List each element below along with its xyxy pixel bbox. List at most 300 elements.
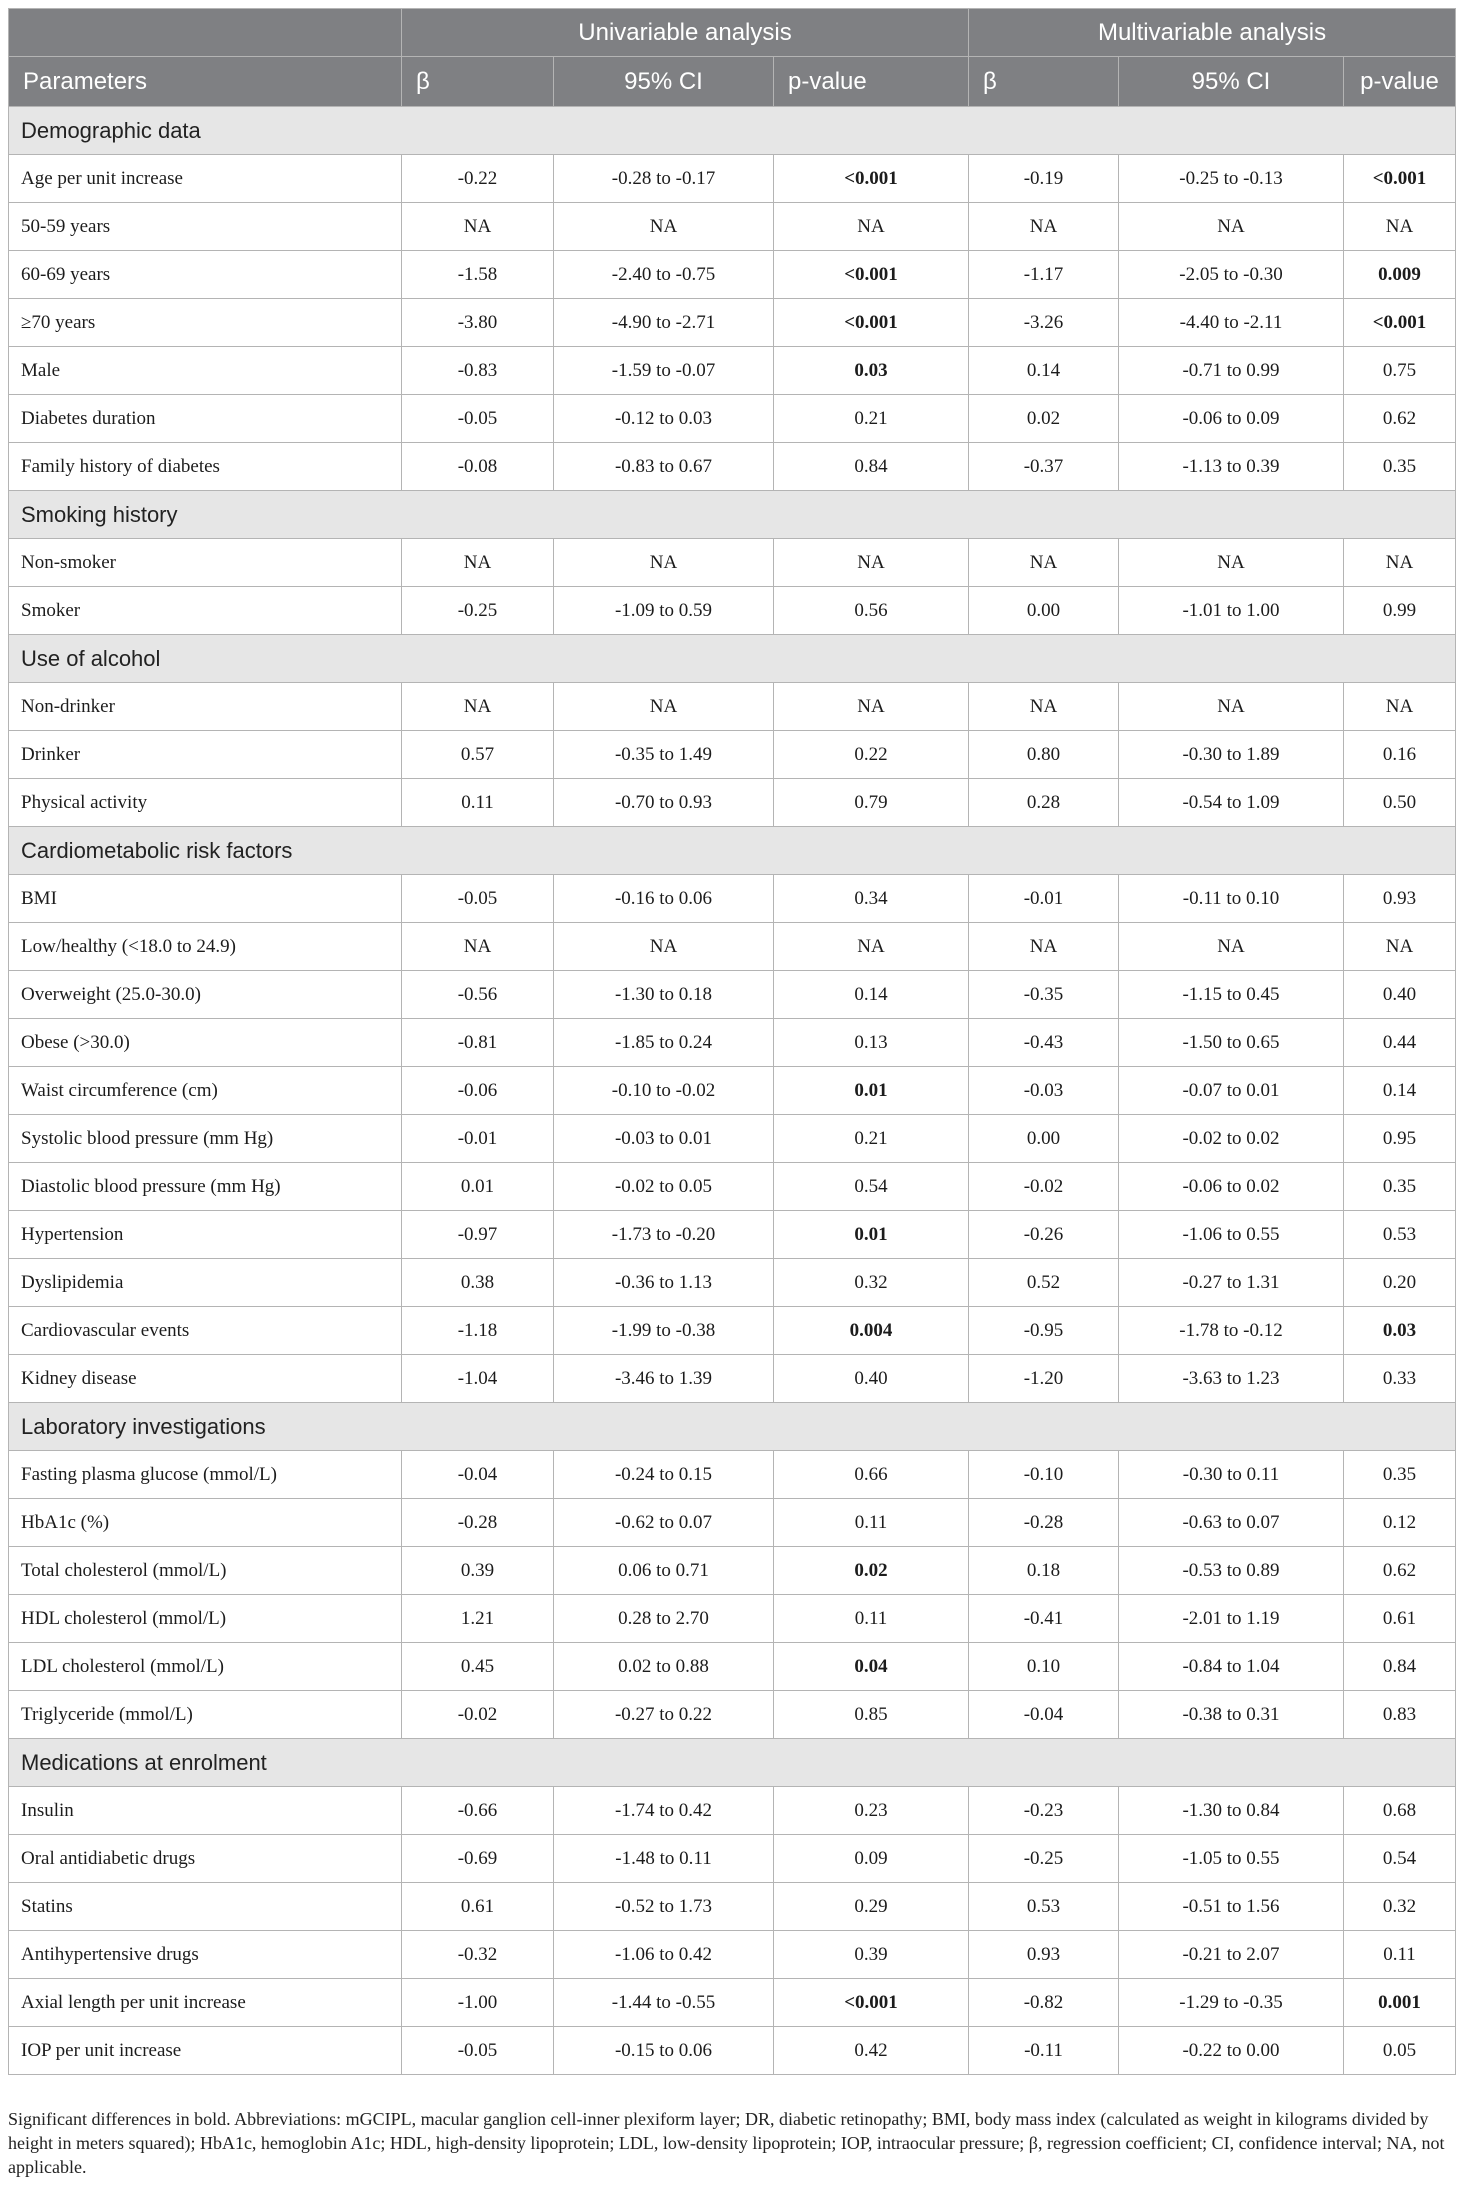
cell-univariable-p: <0.001 xyxy=(774,251,969,299)
cell-multivariable-p: 0.40 xyxy=(1344,971,1456,1019)
cell-multivariable-p: NA xyxy=(1344,203,1456,251)
cell-multivariable-p: 0.61 xyxy=(1344,1595,1456,1643)
regression-table-container xyxy=(8,8,1455,2075)
cell-univariable-ci: -2.40 to -0.75 xyxy=(554,251,774,299)
cell-parameter: Waist circumference (cm) xyxy=(9,1067,402,1115)
cell-parameter: Drinker xyxy=(9,731,402,779)
cell-multivariable-ci: -0.53 to 0.89 xyxy=(1119,1547,1344,1595)
cell-multivariable-ci: -1.06 to 0.55 xyxy=(1119,1211,1344,1259)
cell-univariable-p: 0.79 xyxy=(774,779,969,827)
cell-parameter: Fasting plasma glucose (mmol/L) xyxy=(9,1451,402,1499)
cell-parameter: Male xyxy=(9,347,402,395)
cell-univariable-ci: -0.16 to 0.06 xyxy=(554,875,774,923)
cell-parameter: Statins xyxy=(9,1883,402,1931)
cell-multivariable-p: 0.75 xyxy=(1344,347,1456,395)
table-row xyxy=(9,1115,1456,1163)
cell-parameter: ≥70 years xyxy=(9,299,402,347)
cell-multivariable-p: <0.001 xyxy=(1344,299,1456,347)
cell-multivariable-beta: -0.26 xyxy=(969,1211,1119,1259)
cell-univariable-p: 0.39 xyxy=(774,1931,969,1979)
cell-univariable-p: 0.29 xyxy=(774,1883,969,1931)
cell-univariable-beta: -0.22 xyxy=(402,155,554,203)
section-header-row xyxy=(9,1403,1456,1451)
table-row xyxy=(9,1883,1456,1931)
cell-multivariable-beta: 0.80 xyxy=(969,731,1119,779)
cell-univariable-beta: 0.57 xyxy=(402,731,554,779)
cell-univariable-beta: NA xyxy=(402,683,554,731)
cell-multivariable-beta: -0.04 xyxy=(969,1691,1119,1739)
cell-parameter: Physical activity xyxy=(9,779,402,827)
cell-multivariable-beta: NA xyxy=(969,683,1119,731)
cell-multivariable-ci: -4.40 to -2.11 xyxy=(1119,299,1344,347)
table-row xyxy=(9,1835,1456,1883)
cell-univariable-beta: NA xyxy=(402,539,554,587)
cell-parameter: Overweight (25.0-30.0) xyxy=(9,971,402,1019)
table-row xyxy=(9,1931,1456,1979)
cell-multivariable-p: 0.14 xyxy=(1344,1067,1456,1115)
cell-multivariable-beta: -0.28 xyxy=(969,1499,1119,1547)
cell-univariable-p: 0.40 xyxy=(774,1355,969,1403)
cell-multivariable-p: 0.03 xyxy=(1344,1307,1456,1355)
cell-multivariable-ci: -3.63 to 1.23 xyxy=(1119,1355,1344,1403)
cell-parameter: Non-smoker xyxy=(9,539,402,587)
cell-univariable-beta: -0.97 xyxy=(402,1211,554,1259)
table-row xyxy=(9,1355,1456,1403)
cell-multivariable-ci: -0.51 to 1.56 xyxy=(1119,1883,1344,1931)
cell-univariable-p: 0.01 xyxy=(774,1067,969,1115)
cell-multivariable-ci: -0.54 to 1.09 xyxy=(1119,779,1344,827)
cell-multivariable-ci: -1.13 to 0.39 xyxy=(1119,443,1344,491)
cell-univariable-beta: 1.21 xyxy=(402,1595,554,1643)
cell-univariable-ci: NA xyxy=(554,923,774,971)
cell-multivariable-p: 0.35 xyxy=(1344,1163,1456,1211)
cell-univariable-beta: -0.05 xyxy=(402,2027,554,2075)
cell-multivariable-p: 0.44 xyxy=(1344,1019,1456,1067)
table-row xyxy=(9,683,1456,731)
cell-parameter: LDL cholesterol (mmol/L) xyxy=(9,1643,402,1691)
cell-univariable-p: 0.66 xyxy=(774,1451,969,1499)
table-row xyxy=(9,2027,1456,2075)
table-row xyxy=(9,971,1456,1019)
cell-multivariable-p: 0.16 xyxy=(1344,731,1456,779)
cell-univariable-ci: -1.59 to -0.07 xyxy=(554,347,774,395)
cell-univariable-ci: -1.85 to 0.24 xyxy=(554,1019,774,1067)
cell-univariable-ci: -1.99 to -0.38 xyxy=(554,1307,774,1355)
cell-multivariable-beta: -0.01 xyxy=(969,875,1119,923)
cell-multivariable-p: NA xyxy=(1344,683,1456,731)
section-title: Medications at enrolment xyxy=(9,1739,1456,1787)
cell-univariable-ci: -0.02 to 0.05 xyxy=(554,1163,774,1211)
cell-parameter: Oral antidiabetic drugs xyxy=(9,1835,402,1883)
cell-univariable-beta: -1.18 xyxy=(402,1307,554,1355)
cell-univariable-ci: -1.06 to 0.42 xyxy=(554,1931,774,1979)
col-header-univariable-p: p-value xyxy=(774,57,969,107)
cell-univariable-beta: 0.45 xyxy=(402,1643,554,1691)
cell-multivariable-beta: -0.10 xyxy=(969,1451,1119,1499)
cell-multivariable-ci: -1.29 to -0.35 xyxy=(1119,1979,1344,2027)
cell-multivariable-beta: -0.82 xyxy=(969,1979,1119,2027)
cell-multivariable-ci: NA xyxy=(1119,683,1344,731)
table-row xyxy=(9,1259,1456,1307)
cell-parameter: BMI xyxy=(9,875,402,923)
cell-univariable-p: 0.32 xyxy=(774,1259,969,1307)
cell-multivariable-ci: -0.11 to 0.10 xyxy=(1119,875,1344,923)
cell-parameter: Kidney disease xyxy=(9,1355,402,1403)
cell-multivariable-ci: -1.05 to 0.55 xyxy=(1119,1835,1344,1883)
cell-univariable-beta: -0.04 xyxy=(402,1451,554,1499)
header-blank-cell xyxy=(9,9,402,57)
cell-univariable-p: NA xyxy=(774,539,969,587)
cell-univariable-beta: -3.80 xyxy=(402,299,554,347)
cell-multivariable-p: 0.001 xyxy=(1344,1979,1456,2027)
cell-multivariable-ci: -0.30 to 0.11 xyxy=(1119,1451,1344,1499)
cell-multivariable-p: <0.001 xyxy=(1344,155,1456,203)
table-row xyxy=(9,1595,1456,1643)
table-row xyxy=(9,395,1456,443)
cell-univariable-ci: -0.52 to 1.73 xyxy=(554,1883,774,1931)
cell-multivariable-ci: -1.30 to 0.84 xyxy=(1119,1787,1344,1835)
cell-univariable-ci: -0.28 to -0.17 xyxy=(554,155,774,203)
table-row xyxy=(9,1787,1456,1835)
cell-parameter: Systolic blood pressure (mm Hg) xyxy=(9,1115,402,1163)
table-row xyxy=(9,539,1456,587)
table-row xyxy=(9,923,1456,971)
cell-univariable-beta: -0.28 xyxy=(402,1499,554,1547)
cell-multivariable-ci: NA xyxy=(1119,539,1344,587)
cell-parameter: Total cholesterol (mmol/L) xyxy=(9,1547,402,1595)
cell-multivariable-ci: -0.06 to 0.09 xyxy=(1119,395,1344,443)
cell-multivariable-beta: 0.93 xyxy=(969,1931,1119,1979)
table-row xyxy=(9,587,1456,635)
cell-univariable-p: 0.23 xyxy=(774,1787,969,1835)
cell-univariable-p: 0.21 xyxy=(774,1115,969,1163)
cell-univariable-p: <0.001 xyxy=(774,1979,969,2027)
col-header-univariable-beta: β xyxy=(402,57,554,107)
cell-univariable-ci: -0.15 to 0.06 xyxy=(554,2027,774,2075)
table-row xyxy=(9,875,1456,923)
cell-multivariable-ci: -0.71 to 0.99 xyxy=(1119,347,1344,395)
cell-univariable-p: 0.01 xyxy=(774,1211,969,1259)
col-header-multivariable-p: p-value xyxy=(1344,57,1456,107)
cell-multivariable-p: 0.50 xyxy=(1344,779,1456,827)
cell-multivariable-ci: -0.63 to 0.07 xyxy=(1119,1499,1344,1547)
table-row xyxy=(9,1979,1456,2027)
cell-parameter: Hypertension xyxy=(9,1211,402,1259)
cell-parameter: Cardiovascular events xyxy=(9,1307,402,1355)
cell-parameter: Axial length per unit increase xyxy=(9,1979,402,2027)
table-row xyxy=(9,203,1456,251)
cell-univariable-p: 0.13 xyxy=(774,1019,969,1067)
cell-multivariable-p: 0.35 xyxy=(1344,1451,1456,1499)
cell-multivariable-beta: -0.23 xyxy=(969,1787,1119,1835)
cell-univariable-beta: -0.69 xyxy=(402,1835,554,1883)
cell-univariable-p: 0.84 xyxy=(774,443,969,491)
cell-multivariable-ci: -0.07 to 0.01 xyxy=(1119,1067,1344,1115)
cell-univariable-beta: -0.01 xyxy=(402,1115,554,1163)
section-title: Smoking history xyxy=(9,491,1456,539)
cell-multivariable-ci: -0.06 to 0.02 xyxy=(1119,1163,1344,1211)
cell-univariable-p: 0.11 xyxy=(774,1595,969,1643)
cell-univariable-p: NA xyxy=(774,683,969,731)
cell-parameter: 60-69 years xyxy=(9,251,402,299)
table-row xyxy=(9,155,1456,203)
cell-multivariable-p: 0.53 xyxy=(1344,1211,1456,1259)
header-group-row xyxy=(9,9,1456,57)
cell-parameter: Antihypertensive drugs xyxy=(9,1931,402,1979)
cell-multivariable-beta: -0.02 xyxy=(969,1163,1119,1211)
cell-parameter: Insulin xyxy=(9,1787,402,1835)
cell-univariable-beta: 0.38 xyxy=(402,1259,554,1307)
table-row xyxy=(9,1643,1456,1691)
cell-univariable-p: NA xyxy=(774,923,969,971)
cell-univariable-ci: -1.73 to -0.20 xyxy=(554,1211,774,1259)
cell-univariable-ci: -0.83 to 0.67 xyxy=(554,443,774,491)
cell-univariable-ci: -0.62 to 0.07 xyxy=(554,1499,774,1547)
section-header-row xyxy=(9,827,1456,875)
cell-multivariable-p: 0.54 xyxy=(1344,1835,1456,1883)
cell-multivariable-p: 0.68 xyxy=(1344,1787,1456,1835)
cell-univariable-p: 0.09 xyxy=(774,1835,969,1883)
cell-univariable-beta: -0.32 xyxy=(402,1931,554,1979)
cell-univariable-p: 0.04 xyxy=(774,1643,969,1691)
cell-parameter: IOP per unit increase xyxy=(9,2027,402,2075)
cell-univariable-ci: -1.44 to -0.55 xyxy=(554,1979,774,2027)
col-header-parameters: Parameters xyxy=(9,57,402,107)
cell-multivariable-beta: -0.03 xyxy=(969,1067,1119,1115)
cell-multivariable-beta: 0.14 xyxy=(969,347,1119,395)
cell-univariable-ci: NA xyxy=(554,539,774,587)
cell-multivariable-p: 0.99 xyxy=(1344,587,1456,635)
cell-univariable-ci: -1.74 to 0.42 xyxy=(554,1787,774,1835)
cell-multivariable-p: 0.20 xyxy=(1344,1259,1456,1307)
cell-parameter: Age per unit increase xyxy=(9,155,402,203)
cell-univariable-ci: -0.35 to 1.49 xyxy=(554,731,774,779)
section-header-row xyxy=(9,1739,1456,1787)
cell-univariable-ci: -3.46 to 1.39 xyxy=(554,1355,774,1403)
col-header-univariable-ci: 95% CI xyxy=(554,57,774,107)
cell-multivariable-ci: -0.38 to 0.31 xyxy=(1119,1691,1344,1739)
cell-univariable-p: 0.21 xyxy=(774,395,969,443)
cell-multivariable-ci: -2.01 to 1.19 xyxy=(1119,1595,1344,1643)
cell-univariable-beta: NA xyxy=(402,203,554,251)
cell-univariable-beta: 0.61 xyxy=(402,1883,554,1931)
cell-univariable-p: 0.54 xyxy=(774,1163,969,1211)
cell-univariable-p: 0.03 xyxy=(774,347,969,395)
cell-parameter: Triglyceride (mmol/L) xyxy=(9,1691,402,1739)
table-row xyxy=(9,1451,1456,1499)
cell-univariable-p: 0.14 xyxy=(774,971,969,1019)
cell-univariable-ci: -0.12 to 0.03 xyxy=(554,395,774,443)
cell-multivariable-ci: -0.21 to 2.07 xyxy=(1119,1931,1344,1979)
multivariable-header: Multivariable analysis xyxy=(969,9,1456,57)
cell-multivariable-ci: -0.30 to 1.89 xyxy=(1119,731,1344,779)
cell-multivariable-beta: -0.25 xyxy=(969,1835,1119,1883)
cell-univariable-p: 0.004 xyxy=(774,1307,969,1355)
cell-multivariable-beta: NA xyxy=(969,923,1119,971)
cell-multivariable-beta: 0.53 xyxy=(969,1883,1119,1931)
cell-multivariable-p: 0.93 xyxy=(1344,875,1456,923)
section-header-row xyxy=(9,107,1456,155)
cell-univariable-ci: -1.09 to 0.59 xyxy=(554,587,774,635)
table-row xyxy=(9,443,1456,491)
cell-univariable-p: NA xyxy=(774,203,969,251)
cell-multivariable-p: 0.11 xyxy=(1344,1931,1456,1979)
cell-multivariable-ci: NA xyxy=(1119,923,1344,971)
cell-multivariable-p: 0.05 xyxy=(1344,2027,1456,2075)
cell-univariable-p: <0.001 xyxy=(774,155,969,203)
cell-univariable-p: 0.11 xyxy=(774,1499,969,1547)
col-header-multivariable-ci: 95% CI xyxy=(1119,57,1344,107)
table-row xyxy=(9,299,1456,347)
cell-univariable-beta: -0.06 xyxy=(402,1067,554,1115)
cell-multivariable-beta: -0.35 xyxy=(969,971,1119,1019)
cell-univariable-ci: NA xyxy=(554,683,774,731)
table-row xyxy=(9,251,1456,299)
section-title: Laboratory investigations xyxy=(9,1403,1456,1451)
col-header-multivariable-beta: β xyxy=(969,57,1119,107)
cell-multivariable-beta: -0.19 xyxy=(969,155,1119,203)
cell-parameter: Low/healthy (<18.0 to 24.9) xyxy=(9,923,402,971)
cell-univariable-beta: -0.08 xyxy=(402,443,554,491)
cell-univariable-ci: -0.24 to 0.15 xyxy=(554,1451,774,1499)
cell-univariable-beta: -0.83 xyxy=(402,347,554,395)
cell-univariable-ci: -0.03 to 0.01 xyxy=(554,1115,774,1163)
cell-multivariable-p: NA xyxy=(1344,539,1456,587)
cell-multivariable-p: 0.12 xyxy=(1344,1499,1456,1547)
cell-univariable-beta: -0.81 xyxy=(402,1019,554,1067)
cell-univariable-ci: -4.90 to -2.71 xyxy=(554,299,774,347)
cell-univariable-ci: NA xyxy=(554,203,774,251)
cell-parameter: Non-drinker xyxy=(9,683,402,731)
table-row xyxy=(9,1691,1456,1739)
cell-univariable-beta: -0.25 xyxy=(402,587,554,635)
cell-univariable-ci: -0.36 to 1.13 xyxy=(554,1259,774,1307)
cell-univariable-ci: -0.10 to -0.02 xyxy=(554,1067,774,1115)
cell-multivariable-ci: -1.50 to 0.65 xyxy=(1119,1019,1344,1067)
cell-univariable-p: 0.56 xyxy=(774,587,969,635)
cell-multivariable-beta: NA xyxy=(969,203,1119,251)
section-header-row xyxy=(9,491,1456,539)
cell-univariable-ci: 0.06 to 0.71 xyxy=(554,1547,774,1595)
cell-univariable-p: 0.22 xyxy=(774,731,969,779)
table-row xyxy=(9,1547,1456,1595)
section-title: Use of alcohol xyxy=(9,635,1456,683)
table-row xyxy=(9,1211,1456,1259)
cell-parameter: Smoker xyxy=(9,587,402,635)
table-row xyxy=(9,1067,1456,1115)
header-column-row xyxy=(9,57,1456,107)
cell-univariable-beta: -0.05 xyxy=(402,875,554,923)
cell-multivariable-ci: -0.22 to 0.00 xyxy=(1119,2027,1344,2075)
univariable-header: Univariable analysis xyxy=(402,9,969,57)
cell-multivariable-p: NA xyxy=(1344,923,1456,971)
cell-multivariable-ci: -1.78 to -0.12 xyxy=(1119,1307,1344,1355)
cell-multivariable-beta: NA xyxy=(969,539,1119,587)
cell-multivariable-ci: -1.01 to 1.00 xyxy=(1119,587,1344,635)
regression-table xyxy=(8,8,1456,2075)
cell-univariable-beta: -0.02 xyxy=(402,1691,554,1739)
cell-multivariable-beta: 0.10 xyxy=(969,1643,1119,1691)
table-footnote: Significant differences in bold. Abbreviations: mGCIPL, macular ganglion cell-inner plexiform layer; DR, diabetic retinopathy; BMI, body mass index (calculated as weight in kilograms divided by height in meters squared); HbA1c, hemoglobin A1c; HDL, high-density lipoprotein; LDL, low-density lipoprotein; IOP, intraocular pressure; β, regression coefficient; CI, confidence interval; NA, not applicable. xyxy=(8,2109,1445,2177)
cell-univariable-beta: -0.66 xyxy=(402,1787,554,1835)
cell-multivariable-ci: -0.84 to 1.04 xyxy=(1119,1643,1344,1691)
cell-univariable-p: 0.85 xyxy=(774,1691,969,1739)
cell-multivariable-beta: 0.28 xyxy=(969,779,1119,827)
cell-multivariable-p: 0.83 xyxy=(1344,1691,1456,1739)
cell-multivariable-beta: 0.00 xyxy=(969,587,1119,635)
cell-multivariable-p: 0.33 xyxy=(1344,1355,1456,1403)
cell-parameter: Obese (>30.0) xyxy=(9,1019,402,1067)
cell-univariable-beta: -0.05 xyxy=(402,395,554,443)
cell-multivariable-beta: -1.20 xyxy=(969,1355,1119,1403)
section-title: Demographic data xyxy=(9,107,1456,155)
cell-univariable-p: 0.42 xyxy=(774,2027,969,2075)
cell-parameter: HDL cholesterol (mmol/L) xyxy=(9,1595,402,1643)
cell-multivariable-ci: NA xyxy=(1119,203,1344,251)
cell-univariable-beta: NA xyxy=(402,923,554,971)
cell-parameter: Family history of diabetes xyxy=(9,443,402,491)
section-header-row xyxy=(9,635,1456,683)
cell-multivariable-beta: 0.02 xyxy=(969,395,1119,443)
table-row xyxy=(9,779,1456,827)
cell-multivariable-beta: -0.95 xyxy=(969,1307,1119,1355)
table-row xyxy=(9,731,1456,779)
table-row xyxy=(9,1499,1456,1547)
cell-multivariable-p: 0.84 xyxy=(1344,1643,1456,1691)
cell-univariable-p: <0.001 xyxy=(774,299,969,347)
cell-univariable-beta: 0.39 xyxy=(402,1547,554,1595)
cell-multivariable-p: 0.35 xyxy=(1344,443,1456,491)
cell-multivariable-ci: -1.15 to 0.45 xyxy=(1119,971,1344,1019)
cell-multivariable-p: 0.95 xyxy=(1344,1115,1456,1163)
cell-multivariable-beta: -3.26 xyxy=(969,299,1119,347)
cell-multivariable-beta: -1.17 xyxy=(969,251,1119,299)
table-row xyxy=(9,1163,1456,1211)
cell-univariable-p: 0.34 xyxy=(774,875,969,923)
cell-multivariable-p: 0.32 xyxy=(1344,1883,1456,1931)
cell-multivariable-beta: 0.18 xyxy=(969,1547,1119,1595)
cell-univariable-beta: -0.56 xyxy=(402,971,554,1019)
cell-univariable-ci: 0.28 to 2.70 xyxy=(554,1595,774,1643)
cell-univariable-beta: -1.58 xyxy=(402,251,554,299)
cell-parameter: 50-59 years xyxy=(9,203,402,251)
cell-multivariable-beta: -0.37 xyxy=(969,443,1119,491)
cell-multivariable-ci: -0.25 to -0.13 xyxy=(1119,155,1344,203)
cell-univariable-ci: -0.27 to 0.22 xyxy=(554,1691,774,1739)
cell-parameter: HbA1c (%) xyxy=(9,1499,402,1547)
cell-multivariable-beta: -0.11 xyxy=(969,2027,1119,2075)
cell-univariable-beta: 0.01 xyxy=(402,1163,554,1211)
cell-multivariable-ci: -2.05 to -0.30 xyxy=(1119,251,1344,299)
table-row xyxy=(9,1307,1456,1355)
cell-univariable-ci: 0.02 to 0.88 xyxy=(554,1643,774,1691)
table-row xyxy=(9,347,1456,395)
cell-univariable-beta: 0.11 xyxy=(402,779,554,827)
cell-multivariable-ci: -0.02 to 0.02 xyxy=(1119,1115,1344,1163)
cell-multivariable-p: 0.62 xyxy=(1344,395,1456,443)
cell-multivariable-beta: 0.52 xyxy=(969,1259,1119,1307)
cell-univariable-beta: -1.04 xyxy=(402,1355,554,1403)
cell-parameter: Diabetes duration xyxy=(9,395,402,443)
cell-parameter: Dyslipidemia xyxy=(9,1259,402,1307)
cell-univariable-ci: -1.48 to 0.11 xyxy=(554,1835,774,1883)
cell-univariable-ci: -1.30 to 0.18 xyxy=(554,971,774,1019)
cell-multivariable-ci: -0.27 to 1.31 xyxy=(1119,1259,1344,1307)
cell-multivariable-beta: -0.43 xyxy=(969,1019,1119,1067)
table-row xyxy=(9,1019,1456,1067)
cell-univariable-p: 0.02 xyxy=(774,1547,969,1595)
section-title: Cardiometabolic risk factors xyxy=(9,827,1456,875)
